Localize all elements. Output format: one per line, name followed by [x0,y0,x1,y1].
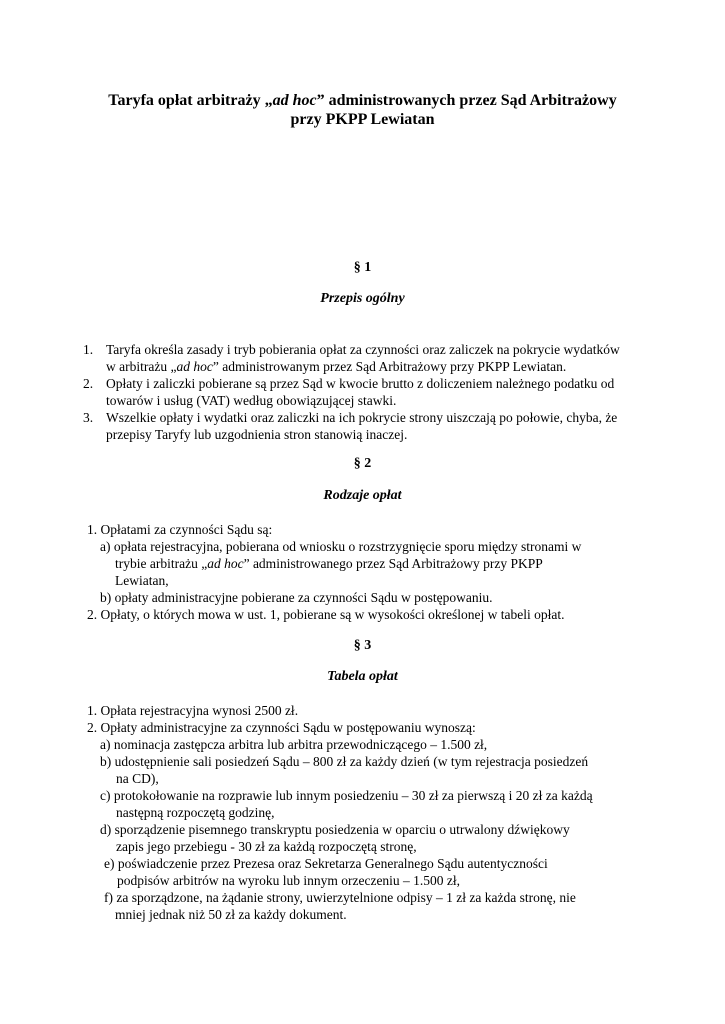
title-line-2: przy PKPP Lewiatan [290,111,435,128]
section-3-item-f-line-2: mniej jednak niż 50 zł za każdy dokument. [115,907,347,922]
item-text-line: towarów i usług (VAT) według obowiązującej stawki. [106,393,397,408]
section-3-item-e-line-1: e) poświadczenie przez Prezesa oraz Sekretarza Generalnego Sądu autentyczności [104,856,548,871]
section-1-heading: Przepis ogólny [320,291,405,306]
item-text-line: w arbitrażu „ad hoc” administrowanym przez Sąd Arbitrażowy przy PKPP Lewiatan. [106,359,567,374]
item-text-line: Opłaty i zaliczki pobierane są przez Sąd w kwocie brutto z doliczeniem należnego podatku od [106,376,615,391]
section-2-item-1: 1. Opłatami za czynności Sądu są: [87,522,273,537]
section-3-item-1: 1. Opłata rejestracyjna wynosi 2500 zł. [87,703,299,718]
section-3-item-d-line-2: zapis jego przebiegu - 30 zł za każdą rozpoczętą stronę, [116,839,417,854]
section-2-item-b: b) opłaty administracyjne pobierane za czynności Sądu w postępowaniu. [100,590,493,605]
section-2-item-a-line-3: Lewiatan, [115,573,169,588]
section-2-item-a-line-2: trybie arbitrażu „ad hoc” administrowanego przez Sąd Arbitrażowy przy PKPP [115,556,543,571]
section-3-heading: Tabela opłat [327,669,398,684]
section-3-item-b-line-1: b) udostępnienie sali posiedzeń Sądu – 800 zł za każdy dzień (w tym rejestracja posiedzeń [100,754,589,769]
item-number: 3. [83,410,94,425]
item-text-line: Taryfa określa zasady i tryb pobierania opłat za czynności oraz zaliczek na pokrycie wydatków [106,342,620,357]
section-3-item-2: 2. Opłaty administracyjne za czynności Sądu w postępowaniu wynoszą: [87,720,476,735]
section-2-item-a-line-1: a) opłata rejestracyjna, pobierana od wniosku o rozstrzygnięcie sporu między stronami w [100,539,582,554]
item-number: 1. [83,342,94,357]
section-2-item-2: 2. Opłaty, o których mowa w ust. 1, pobierane są w wysokości określonej w tabeli opłat. [87,607,565,622]
section-3-item-e-line-2: podpisów arbitrów na wyroku lub innym orzeczeniu – 1.500 zł, [117,873,461,888]
item-text-line: przepisy Taryfy lub uzgodnienia stron stanowią inaczej. [106,427,408,442]
section-3-item-c-line-2: następną rozpoczętą godzinę, [116,805,275,820]
section-3-symbol: § 3 [353,638,372,653]
section-2-heading: Rodzaje opłat [323,488,402,503]
item-text-line: Wszelkie opłaty i wydatki oraz zaliczki na ich pokrycie strony uiszczają po połowie, chyba, że [106,410,618,425]
section-3-item-b-line-2: na CD), [116,771,159,786]
section-2-symbol: § 2 [353,456,372,471]
title-line-1: Taryfa opłat arbitraży „ad hoc” administrowanych przez Sąd Arbitrażowy [108,92,617,109]
section-3-item-f-line-1: f) za sporządzone, na żądanie strony, uwierzytelnione odpisy – 1 zł za każda stronę, nie [104,890,576,905]
section-3-item-c-line-1: c) protokołowanie na rozprawie lub innym posiedzeniu – 30 zł za pierwszą i 20 zł za każdą [100,788,593,803]
document-title [60,91,665,129]
section-1-symbol: § 1 [353,260,372,275]
section-3-item-d-line-1: d) sporządzenie pisemnego transkryptu posiedzenia w oparciu o utrwalony dźwiękowy [100,822,570,837]
item-number: 2. [83,376,94,391]
section-3-item-a: a) nominacja zastępcza arbitra lub arbitra przewodniczącego – 1.500 zł, [100,737,488,752]
